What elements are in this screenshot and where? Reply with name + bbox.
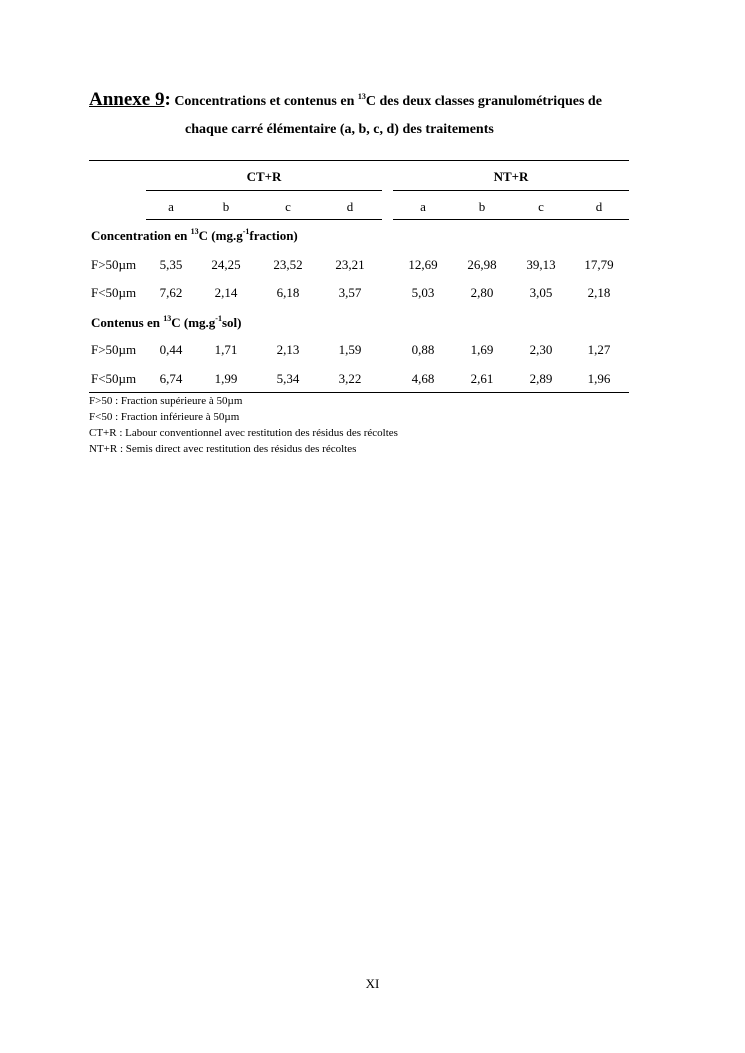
row-label: F<50µm	[91, 285, 137, 300]
table-cell: 0,44	[159, 342, 183, 357]
table-cell: 3,05	[529, 285, 553, 300]
table-cell: 1,69	[470, 342, 494, 357]
table-cell: 5,34	[276, 371, 300, 386]
col-header: b	[222, 199, 230, 214]
table-cell: 0,88	[411, 342, 435, 357]
note-line: CT+R : Labour conventionnel avec restitution des résidus des récoltes	[89, 427, 398, 439]
col-header: a	[420, 199, 426, 214]
table-cell: 24,25	[211, 257, 241, 272]
title-line-2: chaque carré élémentaire (a, b, c, d) des traitements	[185, 122, 494, 137]
group-rule-ctr	[146, 190, 382, 191]
table-cell: 2,61	[470, 371, 494, 386]
annexe-label: Annexe 9	[89, 89, 165, 110]
subheader-rule-ntr	[393, 219, 629, 220]
table-cell: 1,96	[587, 371, 611, 386]
table-cell: 5,35	[159, 257, 183, 272]
table-top-rule	[89, 160, 629, 161]
col-header: c	[285, 199, 291, 214]
title-text-1: Concentrations et contenus en	[174, 94, 355, 109]
table-notes	[89, 393, 398, 457]
col-header: c	[538, 199, 544, 214]
table-cell: 2,14	[214, 285, 238, 300]
table-cell: 6,74	[159, 371, 183, 386]
title-text-2: C des deux classes granulométriques de	[365, 94, 602, 109]
table-cell: 23,21	[335, 257, 365, 272]
group-header-ctr: CT+R	[246, 169, 282, 184]
table-cell: 2,30	[529, 342, 553, 357]
row-label: F<50µm	[91, 371, 137, 386]
note-line: F>50 : Fraction supérieure à 50µm	[89, 395, 243, 407]
table-cell: 6,18	[276, 285, 300, 300]
note-line: NT+R : Semis direct avec restitution des résidus des récoltes	[89, 443, 357, 455]
section-heading-contenus: Contenus en $^{13}$C $(mg.g^{-1}sol)$	[91, 314, 242, 330]
title-isotope-sup: 13	[357, 92, 366, 101]
note-line: F<50 : Fraction inférieure à 50µm	[89, 411, 240, 423]
group-rule-ntr	[393, 190, 629, 191]
table-cell: 1,99	[214, 371, 238, 386]
table-cell: 2,13	[276, 342, 300, 357]
table-cell: 23,52	[273, 257, 303, 272]
table-cell: 2,89	[529, 371, 553, 386]
group-header-ntr: NT+R	[493, 169, 529, 184]
col-header: d	[346, 199, 354, 214]
table-cell: 4,68	[411, 371, 435, 386]
table-cell: 1,71	[214, 342, 238, 357]
title-colon: :	[164, 89, 171, 110]
row-label: F>50µm	[91, 257, 137, 272]
row-label: F>50µm	[91, 342, 137, 357]
col-header: a	[168, 199, 174, 214]
table-cell: 5,03	[411, 285, 435, 300]
table-cell: 12,69	[408, 257, 438, 272]
table-cell: 1,59	[338, 342, 362, 357]
table-cell: 2,18	[587, 285, 611, 300]
col-header: b	[478, 199, 486, 214]
section-heading-concentration: Concentration en $^{13}$C $(mg.g^{-1}fraction)$	[91, 227, 298, 243]
subheader-rule-ctr	[146, 219, 382, 220]
table-cell: 17,79	[584, 257, 614, 272]
table-cell: 7,62	[159, 285, 183, 300]
table-cell: 1,27	[587, 342, 611, 357]
table-cell: 3,57	[338, 285, 362, 300]
document-title	[89, 90, 689, 112]
page-number: XI	[365, 976, 380, 991]
col-header: d	[595, 199, 603, 214]
table-cell: 3,22	[338, 371, 362, 386]
table-cell: 2,80	[470, 285, 494, 300]
table-cell: 26,98	[467, 257, 497, 272]
table-cell: 39,13	[526, 257, 556, 272]
